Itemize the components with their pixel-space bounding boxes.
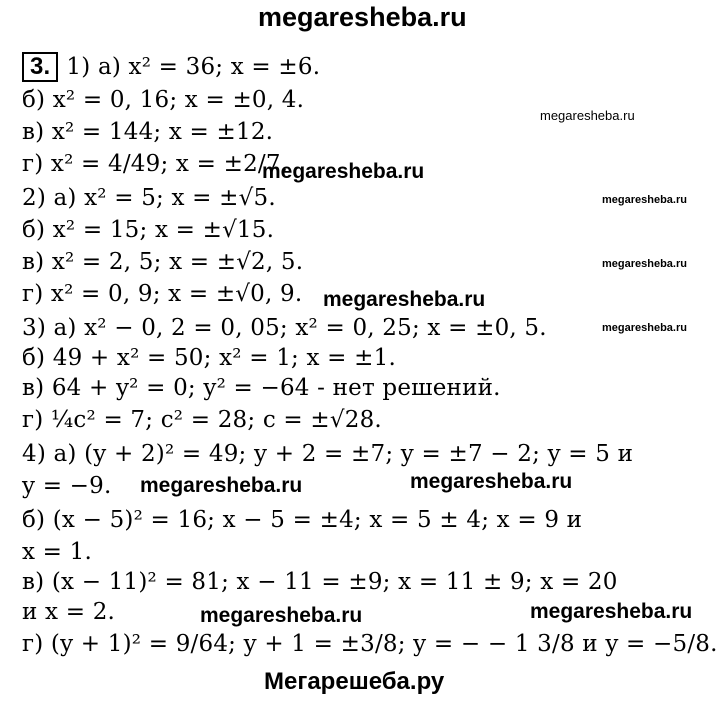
watermark: megaresheba.ru <box>602 194 687 206</box>
watermark: megaresheba.ru <box>602 322 687 334</box>
watermark: megaresheba.ru <box>410 470 573 493</box>
solution-line-4d: г) (y + 1)² = 9/64; y + 1 = ±3/8; y = − − 1 3/8 и y = −5/8. <box>22 631 718 657</box>
watermark: megaresheba.ru <box>140 474 303 497</box>
solution-line-2c: в) x² = 2, 5; x = ±√2, 5. <box>22 249 304 275</box>
solution-line-3a: 3) а) x² − 0, 2 = 0, 05; x² = 0, 25; x = ±0, 5. <box>22 315 547 341</box>
watermark: megaresheba.ru <box>530 600 693 623</box>
solution-line-1d: г) x² = 4/49; x = ±2/7. <box>22 151 289 177</box>
watermark: megaresheba.ru <box>262 160 425 183</box>
solution-line-2b: б) x² = 15; x = ±√15. <box>22 217 275 243</box>
solution-line-2a: 2) а) x² = 5; x = ±√5. <box>22 185 276 211</box>
solution-line-2d: г) x² = 0, 9; x = ±√0, 9. <box>22 281 303 307</box>
watermark-top: megaresheba.ru <box>258 2 467 32</box>
watermark: megaresheba.ru <box>323 288 486 311</box>
solution-line-3b: б) 49 + x² = 50; x² = 1; x = ±1. <box>22 345 396 371</box>
solution-line-3c: в) 64 + y² = 0; y² = −64 - нет решений. <box>22 375 501 401</box>
watermark: megaresheba.ru <box>540 108 635 123</box>
solution-line-1c: в) x² = 144; x = ±12. <box>22 119 274 145</box>
solution-line-4a-cont: y = −9. <box>22 473 112 499</box>
solution-line-1a: 3. 1) а) x² = 36; x = ±6. <box>22 52 320 82</box>
solution-line-4a: 4) а) (y + 2)² = 49; y + 2 = ±7; y = ±7 − 2; y = 5 и <box>22 441 634 467</box>
watermark: megaresheba.ru <box>200 604 363 627</box>
watermark-bottom: Мегарешеба.ру <box>264 668 445 695</box>
solution-line-4c-cont: и x = 2. <box>22 599 116 625</box>
watermark: megaresheba.ru <box>602 258 687 270</box>
solution-line-4b-cont: x = 1. <box>22 539 93 565</box>
solution-line-1b: б) x² = 0, 16; x = ±0, 4. <box>22 87 305 113</box>
problem-number: 3. <box>22 52 58 82</box>
solution-line-4b: б) (x − 5)² = 16; x − 5 = ±4; x = 5 ± 4; x = 9 и <box>22 507 583 533</box>
solution-line-4c: в) (x − 11)² = 81; x − 11 = ±9; x = 11 ± 9; x = 20 <box>22 569 618 595</box>
solution-line-3d: г) ¼c² = 7; c² = 28; c = ±√28. <box>22 407 382 433</box>
